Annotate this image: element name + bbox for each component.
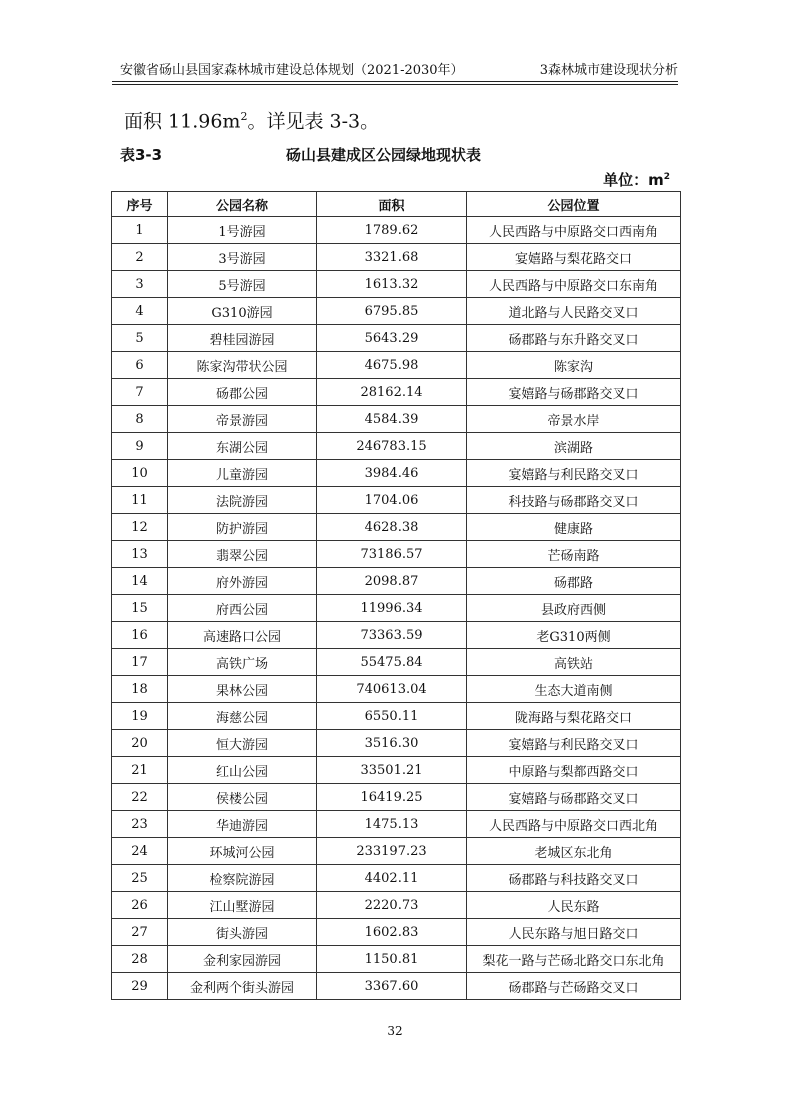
table-row: [112, 568, 681, 595]
cell-location: 滨湖路: [467, 433, 681, 460]
cell-park-name: 高铁广场: [168, 649, 317, 676]
table-row: [112, 622, 681, 649]
intro-text: 面积 11.96m: [124, 110, 241, 133]
table-row: [112, 757, 681, 784]
header-document-title: 安徽省砀山县国家森林城市建设总体规划（2021-2030年）: [120, 63, 464, 78]
cell-location: 生态大道南侧: [467, 676, 681, 703]
cell-index: 1: [112, 217, 168, 244]
cell-park-name: 陈家沟带状公园: [168, 352, 317, 379]
cell-park-name: 府外游园: [168, 568, 317, 595]
cell-location: 中原路与梨都西路交口: [467, 757, 681, 784]
cell-area: 3367.60: [317, 973, 467, 1000]
cell-index: 4: [112, 298, 168, 325]
cell-area: 55475.84: [317, 649, 467, 676]
cell-park-name: 砀郡公园: [168, 379, 317, 406]
cell-location: 梨花一路与芒砀北路交口东北角: [467, 946, 681, 973]
header-index: 序号: [112, 192, 168, 217]
table-row: [112, 811, 681, 838]
table-row: [112, 379, 681, 406]
table-row: [112, 433, 681, 460]
cell-location: 人民东路: [467, 892, 681, 919]
cell-location: 人民东路与旭日路交口: [467, 919, 681, 946]
cell-park-name: 儿童游园: [168, 460, 317, 487]
cell-index: 15: [112, 595, 168, 622]
cell-area: 33501.21: [317, 757, 467, 784]
table-row: [112, 298, 681, 325]
cell-park-name: 金利两个街头游园: [168, 973, 317, 1000]
cell-location: 人民西路与中原路交口西北角: [467, 811, 681, 838]
cell-area: 1475.13: [317, 811, 467, 838]
table-number: 表3-3: [120, 146, 163, 164]
cell-index: 20: [112, 730, 168, 757]
cell-area: 4402.11: [317, 865, 467, 892]
table-row: [112, 892, 681, 919]
cell-location: 宴嬉路与利民路交叉口: [467, 460, 681, 487]
cell-location: 芒砀南路: [467, 541, 681, 568]
cell-index: 27: [112, 919, 168, 946]
cell-area: 233197.23: [317, 838, 467, 865]
cell-index: 13: [112, 541, 168, 568]
table-caption: [120, 144, 680, 166]
intro-superscript: 2: [240, 110, 248, 123]
cell-index: 16: [112, 622, 168, 649]
cell-location: 宴嬉路与梨花路交口: [467, 244, 681, 271]
table-row: [112, 406, 681, 433]
header-area: 面积: [317, 192, 467, 217]
cell-location: 砀郡路与科技路交叉口: [467, 865, 681, 892]
table-row: [112, 244, 681, 271]
table-row: [112, 595, 681, 622]
cell-area: 16419.25: [317, 784, 467, 811]
cell-location: 道北路与人民路交叉口: [467, 298, 681, 325]
table-row: [112, 271, 681, 298]
cell-park-name: 江山墅游园: [168, 892, 317, 919]
table-row: [112, 973, 681, 1000]
cell-park-name: G310游园: [168, 298, 317, 325]
cell-area: 4675.98: [317, 352, 467, 379]
cell-area: 1613.32: [317, 271, 467, 298]
table-body: [112, 217, 681, 1000]
cell-index: 3: [112, 271, 168, 298]
header-location: 公园位置: [467, 192, 681, 217]
cell-park-name: 帝景游园: [168, 406, 317, 433]
cell-area: 6550.11: [317, 703, 467, 730]
cell-area: 3321.68: [317, 244, 467, 271]
cell-park-name: 防护游园: [168, 514, 317, 541]
cell-index: 5: [112, 325, 168, 352]
cell-park-name: 碧桂园游园: [168, 325, 317, 352]
cell-location: 帝景水岸: [467, 406, 681, 433]
table-row: [112, 838, 681, 865]
cell-park-name: 海慈公园: [168, 703, 317, 730]
table-row: [112, 730, 681, 757]
header-chapter-title: 3森林城市建设现状分析: [539, 63, 678, 78]
cell-location: 县政府西侧: [467, 595, 681, 622]
cell-park-name: 金利家园游园: [168, 946, 317, 973]
cell-park-name: 东湖公园: [168, 433, 317, 460]
cell-index: 21: [112, 757, 168, 784]
cell-park-name: 1号游园: [168, 217, 317, 244]
cell-index: 2: [112, 244, 168, 271]
cell-location: 老城区东北角: [467, 838, 681, 865]
intro-paragraph: [124, 102, 379, 136]
cell-location: 科技路与砀郡路交叉口: [467, 487, 681, 514]
table-row: [112, 865, 681, 892]
cell-area: 1704.06: [317, 487, 467, 514]
cell-park-name: 5号游园: [168, 271, 317, 298]
running-header: [112, 62, 678, 80]
table-row: [112, 541, 681, 568]
cell-area: 1602.83: [317, 919, 467, 946]
cell-index: 10: [112, 460, 168, 487]
cell-location: 宴嬉路与砀郡路交叉口: [467, 784, 681, 811]
page-number: 32: [387, 1024, 403, 1038]
unit-label: [603, 169, 670, 190]
intro-tail: 。详见表 3-3。: [247, 110, 380, 133]
cell-index: 19: [112, 703, 168, 730]
cell-area: 28162.14: [317, 379, 467, 406]
cell-area: 6795.85: [317, 298, 467, 325]
cell-index: 25: [112, 865, 168, 892]
cell-location: 砀郡路: [467, 568, 681, 595]
cell-area: 5643.29: [317, 325, 467, 352]
cell-location: 砀郡路与芒砀路交叉口: [467, 973, 681, 1000]
cell-park-name: 华迪游园: [168, 811, 317, 838]
cell-index: 17: [112, 649, 168, 676]
table-row: [112, 460, 681, 487]
cell-index: 12: [112, 514, 168, 541]
cell-index: 23: [112, 811, 168, 838]
cell-index: 11: [112, 487, 168, 514]
cell-area: 4584.39: [317, 406, 467, 433]
cell-park-name: 3号游园: [168, 244, 317, 271]
cell-park-name: 侯楼公园: [168, 784, 317, 811]
cell-area: 3984.46: [317, 460, 467, 487]
table-title: 砀山县建成区公园绿地现状表: [286, 146, 482, 164]
header-rule-top: [112, 81, 678, 82]
cell-location: 砀郡路与东升路交叉口: [467, 325, 681, 352]
cell-area: 246783.15: [317, 433, 467, 460]
table-row: [112, 649, 681, 676]
cell-park-name: 翡翠公园: [168, 541, 317, 568]
header-park-name: 公园名称: [168, 192, 317, 217]
table-row: [112, 217, 681, 244]
cell-index: 18: [112, 676, 168, 703]
cell-park-name: 府西公园: [168, 595, 317, 622]
cell-park-name: 街头游园: [168, 919, 317, 946]
cell-area: 73363.59: [317, 622, 467, 649]
cell-area: 73186.57: [317, 541, 467, 568]
table-row: [112, 919, 681, 946]
table-row: [112, 784, 681, 811]
table-row: [112, 703, 681, 730]
cell-location: 健康路: [467, 514, 681, 541]
header-rule-bottom: [112, 84, 678, 85]
cell-location: 陇海路与梨花路交口: [467, 703, 681, 730]
cell-area: 1789.62: [317, 217, 467, 244]
table-row: [112, 946, 681, 973]
cell-area: 2098.87: [317, 568, 467, 595]
cell-index: 29: [112, 973, 168, 1000]
cell-location: 宴嬉路与砀郡路交叉口: [467, 379, 681, 406]
cell-index: 28: [112, 946, 168, 973]
table-row: [112, 487, 681, 514]
table-row: [112, 325, 681, 352]
cell-area: 740613.04: [317, 676, 467, 703]
cell-index: 9: [112, 433, 168, 460]
cell-park-name: 果林公园: [168, 676, 317, 703]
cell-location: 老G310两侧: [467, 622, 681, 649]
cell-location: 高铁站: [467, 649, 681, 676]
cell-park-name: 法院游园: [168, 487, 317, 514]
cell-location: 陈家沟: [467, 352, 681, 379]
cell-park-name: 恒大游园: [168, 730, 317, 757]
cell-index: 8: [112, 406, 168, 433]
cell-park-name: 环城河公园: [168, 838, 317, 865]
park-green-space-table: [111, 191, 681, 1000]
cell-area: 4628.38: [317, 514, 467, 541]
unit-superscript: 2: [663, 172, 670, 182]
cell-index: 6: [112, 352, 168, 379]
cell-park-name: 红山公园: [168, 757, 317, 784]
cell-area: 1150.81: [317, 946, 467, 973]
cell-index: 22: [112, 784, 168, 811]
cell-location: 宴嬉路与利民路交叉口: [467, 730, 681, 757]
cell-index: 7: [112, 379, 168, 406]
cell-area: 2220.73: [317, 892, 467, 919]
table-row: [112, 676, 681, 703]
unit-text: 单位：m: [603, 171, 664, 189]
cell-park-name: 检察院游园: [168, 865, 317, 892]
cell-park-name: 高速路口公园: [168, 622, 317, 649]
cell-location: 人民西路与中原路交口西南角: [467, 217, 681, 244]
cell-area: 3516.30: [317, 730, 467, 757]
cell-index: 14: [112, 568, 168, 595]
table-row: [112, 514, 681, 541]
cell-index: 26: [112, 892, 168, 919]
cell-index: 24: [112, 838, 168, 865]
cell-location: 人民西路与中原路交口东南角: [467, 271, 681, 298]
table-header-row: [112, 192, 681, 217]
table-row: [112, 352, 681, 379]
cell-area: 11996.34: [317, 595, 467, 622]
